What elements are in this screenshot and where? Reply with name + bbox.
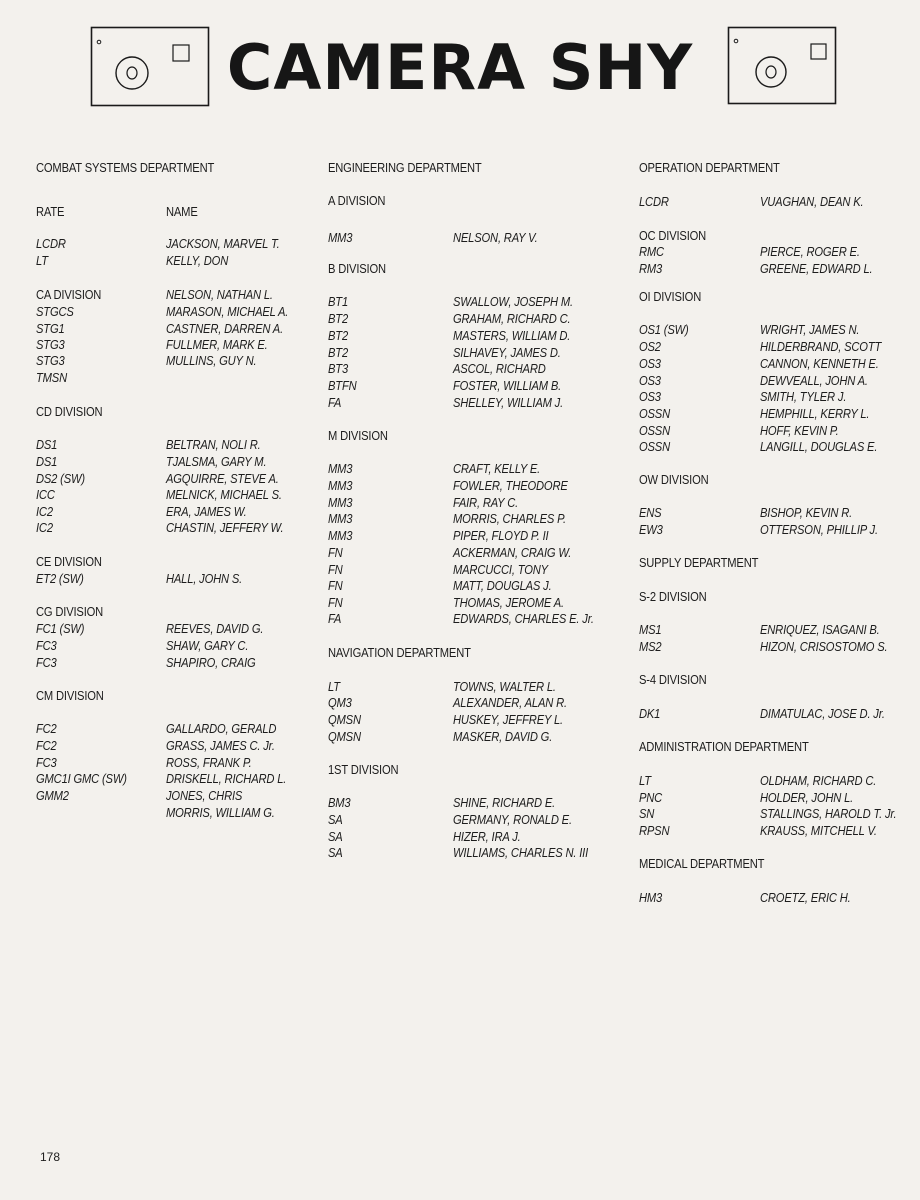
division-heading: 1ST DIVISION [328, 762, 399, 777]
division-heading: S-4 DIVISION [639, 672, 707, 687]
crew-name: MULLINS, GUY N. [166, 353, 257, 368]
crew-rate: LCDR [36, 236, 66, 251]
crew-rate: MM3 [328, 528, 353, 543]
crew-rate: FN [328, 578, 343, 593]
crew-rate: DS1 [36, 454, 58, 469]
page-number: 178 [40, 1150, 61, 1164]
crew-rate: FN [328, 545, 343, 560]
department-heading: SUPPLY DEPARTMENT [639, 555, 759, 570]
crew-name: HIZON, CRISOSTOMO S. [760, 639, 888, 654]
crew-name: MORRIS, CHARLES P. [453, 511, 566, 526]
crew-name: HILDERBRAND, SCOTT [760, 339, 882, 354]
crew-rate: IC2 [36, 504, 53, 519]
crew-name: THOMAS, JEROME A. [453, 595, 564, 610]
crew-rate: DK1 [639, 706, 661, 721]
crew-rate: FN [328, 595, 343, 610]
crew-rate: EW3 [639, 522, 663, 537]
crew-name: CROETZ, ERIC H. [760, 890, 851, 905]
crew-name: AGQUIRRE, STEVE A. [166, 471, 279, 486]
crew-name: DEWVEALL, JOHN A. [760, 373, 868, 388]
crew-rate: HM3 [639, 890, 663, 905]
crew-name: VUAGHAN, DEAN K. [760, 194, 864, 209]
crew-rate: MS1 [639, 622, 662, 637]
crew-name: WILLIAMS, CHARLES N. III [453, 845, 589, 860]
division-heading: CD DIVISION [36, 404, 103, 419]
crew-rate: BT2 [328, 311, 348, 326]
crew-rate: SA [328, 812, 343, 827]
division-heading: A DIVISION [328, 193, 386, 208]
crew-name: GRAHAM, RICHARD C. [453, 311, 571, 326]
division-heading: OC DIVISION [639, 228, 707, 243]
crew-name: MASTERS, WILLIAM D. [453, 328, 571, 343]
crew-rate: MM3 [328, 461, 353, 476]
crew-rate: OS2 [639, 339, 661, 354]
camera-icon [727, 26, 837, 111]
crew-name: HEMPHILL, KERRY L. [760, 406, 870, 421]
crew-name: SILHAVEY, JAMES D. [453, 345, 561, 360]
crew-name: EDWARDS, CHARLES E. Jr. [453, 611, 594, 626]
crew-rate: BT3 [328, 361, 348, 376]
crew-name: GERMANY, RONALD E. [453, 812, 572, 827]
crew-name: ALEXANDER, ALAN R. [453, 695, 567, 710]
crew-rate: STG1 [36, 321, 65, 336]
crew-name: FOSTER, WILLIAM B. [453, 378, 562, 393]
crew-name: SHAPIRO, CRAIG [166, 655, 256, 670]
crew-name: MASKER, DAVID G. [453, 729, 553, 744]
crew-rate: SN [639, 806, 655, 821]
division-heading: CM DIVISION [36, 688, 104, 703]
crew-rate: DS1 [36, 437, 58, 452]
division-heading: OW DIVISION [639, 472, 709, 487]
crew-rate: FC2 [36, 721, 57, 736]
crew-name: WRIGHT, JAMES N. [760, 322, 860, 337]
division-heading: S-2 DIVISION [639, 589, 707, 604]
crew-name: FAIR, RAY C. [453, 495, 519, 510]
crew-rate: ET2 (SW) [36, 571, 84, 586]
crew-name: STALLINGS, HAROLD T. Jr. [760, 806, 897, 821]
crew-rate: IC2 [36, 520, 53, 535]
crew-name: NELSON, RAY V. [453, 230, 538, 245]
crew-rate: QM3 [328, 695, 352, 710]
crew-rate: RMC [639, 244, 664, 259]
division-heading: OI DIVISION [639, 289, 702, 304]
crew-rate: QMSN [328, 712, 361, 727]
department-heading: ENGINEERING DEPARTMENT [328, 160, 482, 175]
crew-rate: FC3 [36, 755, 57, 770]
crew-name: JACKSON, MARVEL T. [166, 236, 280, 251]
crew-rate: QMSN [328, 729, 361, 744]
department-heading: NAVIGATION DEPARTMENT [328, 645, 471, 660]
crew-rate: FC2 [36, 738, 57, 753]
crew-rate: RM3 [639, 261, 663, 276]
crew-rate: OS3 [639, 356, 661, 371]
crew-rate: BM3 [328, 795, 351, 810]
crew-name: SMITH, TYLER J. [760, 389, 847, 404]
page-title: CAMERA SHY [226, 31, 694, 104]
department-heading: RATE [36, 204, 65, 219]
crew-rate: ENS [639, 505, 662, 520]
crew-name: HIZER, IRA J. [453, 829, 521, 844]
crew-name: SWALLOW, JOSEPH M. [453, 294, 573, 309]
crew-rate: TMSN [36, 370, 67, 385]
crew-name: HALL, JOHN S. [166, 571, 243, 586]
crew-rate: OSSN [639, 406, 671, 421]
column-header: NAME [166, 204, 198, 219]
crew-rate: SA [328, 845, 343, 860]
crew-name: CASTNER, DARREN A. [166, 321, 284, 336]
crew-name: ENRIQUEZ, ISAGANI B. [760, 622, 880, 637]
crew-rate: OS1 (SW) [639, 322, 689, 337]
crew-name: ASCOL, RICHARD [453, 361, 546, 376]
crew-rate: OSSN [639, 439, 671, 454]
crew-rate: STG3 [36, 337, 65, 352]
crew-name: TOWNS, WALTER L. [453, 679, 556, 694]
crew-name: SHINE, RICHARD E. [453, 795, 556, 810]
crew-rate: STGCS [36, 304, 74, 319]
crew-rate: BT2 [328, 345, 348, 360]
crew-rate: FN [328, 562, 343, 577]
crew-rate: ICC [36, 487, 55, 502]
crew-rate: MM3 [328, 230, 353, 245]
crew-name: GRASS, JAMES C. Jr. [166, 738, 275, 753]
crew-name: HUSKEY, JEFFREY L. [453, 712, 563, 727]
crew-rate: FC1 (SW) [36, 621, 85, 636]
crew-rate: FC3 [36, 638, 57, 653]
crew-name: LANGILL, DOUGLAS E. [760, 439, 878, 454]
division-heading: CA DIVISION [36, 287, 102, 302]
crew-name: FOWLER, THEODORE [453, 478, 568, 493]
crew-rate: OS3 [639, 373, 661, 388]
crew-name: BELTRAN, NOLI R. [166, 437, 261, 452]
division-heading: CE DIVISION [36, 554, 102, 569]
department-heading: COMBAT SYSTEMS DEPARTMENT [36, 160, 215, 175]
crew-rate: RPSN [639, 823, 670, 838]
crew-name: KELLY, DON [166, 253, 229, 268]
crew-name: BISHOP, KEVIN R. [760, 505, 853, 520]
crew-name: PIERCE, ROGER E. [760, 244, 860, 259]
crew-rate: LT [328, 679, 340, 694]
crew-rate: MM3 [328, 478, 353, 493]
department-heading: MEDICAL DEPARTMENT [639, 856, 765, 871]
crew-rate: FA [328, 395, 342, 410]
crew-rate: GMM2 [36, 788, 69, 803]
crew-rate: LT [639, 773, 651, 788]
crew-name: REEVES, DAVID G. [166, 621, 264, 636]
crew-name: ERA, JAMES W. [166, 504, 247, 519]
crew-name: MARASON, MICHAEL A. [166, 304, 289, 319]
crew-name: NELSON, NATHAN L. [166, 287, 273, 302]
crew-rate: BTFN [328, 378, 357, 393]
crew-name: SHELLEY, WILLIAM J. [453, 395, 564, 410]
crew-rate: OS3 [639, 389, 661, 404]
crew-name: CANNON, KENNETH E. [760, 356, 879, 371]
crew-rate: GMC1I GMC (SW) [36, 771, 127, 786]
crew-name: ROSS, FRANK P. [166, 755, 252, 770]
crew-rate: LT [36, 253, 48, 268]
crew-name: ACKERMAN, CRAIG W. [453, 545, 572, 560]
crew-name: FULLMER, MARK E. [166, 337, 268, 352]
crew-name: MORRIS, WILLIAM G. [166, 805, 275, 820]
crew-rate: OSSN [639, 423, 671, 438]
crew-rate: MS2 [639, 639, 662, 654]
crew-rate: LCDR [639, 194, 669, 209]
crew-name: HOLDER, JOHN L. [760, 790, 854, 805]
crew-name: PIPER, FLOYD P. II [453, 528, 549, 543]
crew-rate: MM3 [328, 495, 353, 510]
crew-name: OLDHAM, RICHARD C. [760, 773, 877, 788]
crew-rate: MM3 [328, 511, 353, 526]
crew-name: GALLARDO, GERALD [166, 721, 277, 736]
department-heading: OPERATION DEPARTMENT [639, 160, 780, 175]
crew-name: DIMATULAC, JOSE D. Jr. [760, 706, 885, 721]
crew-rate: PNC [639, 790, 663, 805]
crew-rate: STG3 [36, 353, 65, 368]
crew-rate: FA [328, 611, 342, 626]
crew-name: MELNICK, MICHAEL S. [166, 487, 282, 502]
crew-name: DRISKELL, RICHARD L. [166, 771, 287, 786]
crew-name: OTTERSON, PHILLIP J. [760, 522, 878, 537]
crew-name: KRAUSS, MITCHELL V. [760, 823, 877, 838]
crew-rate: DS2 (SW) [36, 471, 85, 486]
crew-name: TJALSMA, GARY M. [166, 454, 267, 469]
division-heading: B DIVISION [328, 261, 386, 276]
crew-name: MARCUCCI, TONY [453, 562, 548, 577]
crew-name: JONES, CHRIS [166, 788, 243, 803]
crew-name: MATT, DOUGLAS J. [453, 578, 552, 593]
camera-icon [90, 26, 210, 113]
crew-name: SHAW, GARY C. [166, 638, 249, 653]
crew-name: CRAFT, KELLY E. [453, 461, 541, 476]
crew-rate: BT2 [328, 328, 348, 343]
crew-name: CHASTIN, JEFFERY W. [166, 520, 284, 535]
crew-rate: SA [328, 829, 343, 844]
crew-rate: FC3 [36, 655, 57, 670]
crew-name: GREENE, EDWARD L. [760, 261, 873, 276]
crew-name: HOFF, KEVIN P. [760, 423, 839, 438]
department-heading: ADMINISTRATION DEPARTMENT [639, 739, 809, 754]
crew-rate: BT1 [328, 294, 348, 309]
division-heading: CG DIVISION [36, 604, 104, 619]
division-heading: M DIVISION [328, 428, 388, 443]
